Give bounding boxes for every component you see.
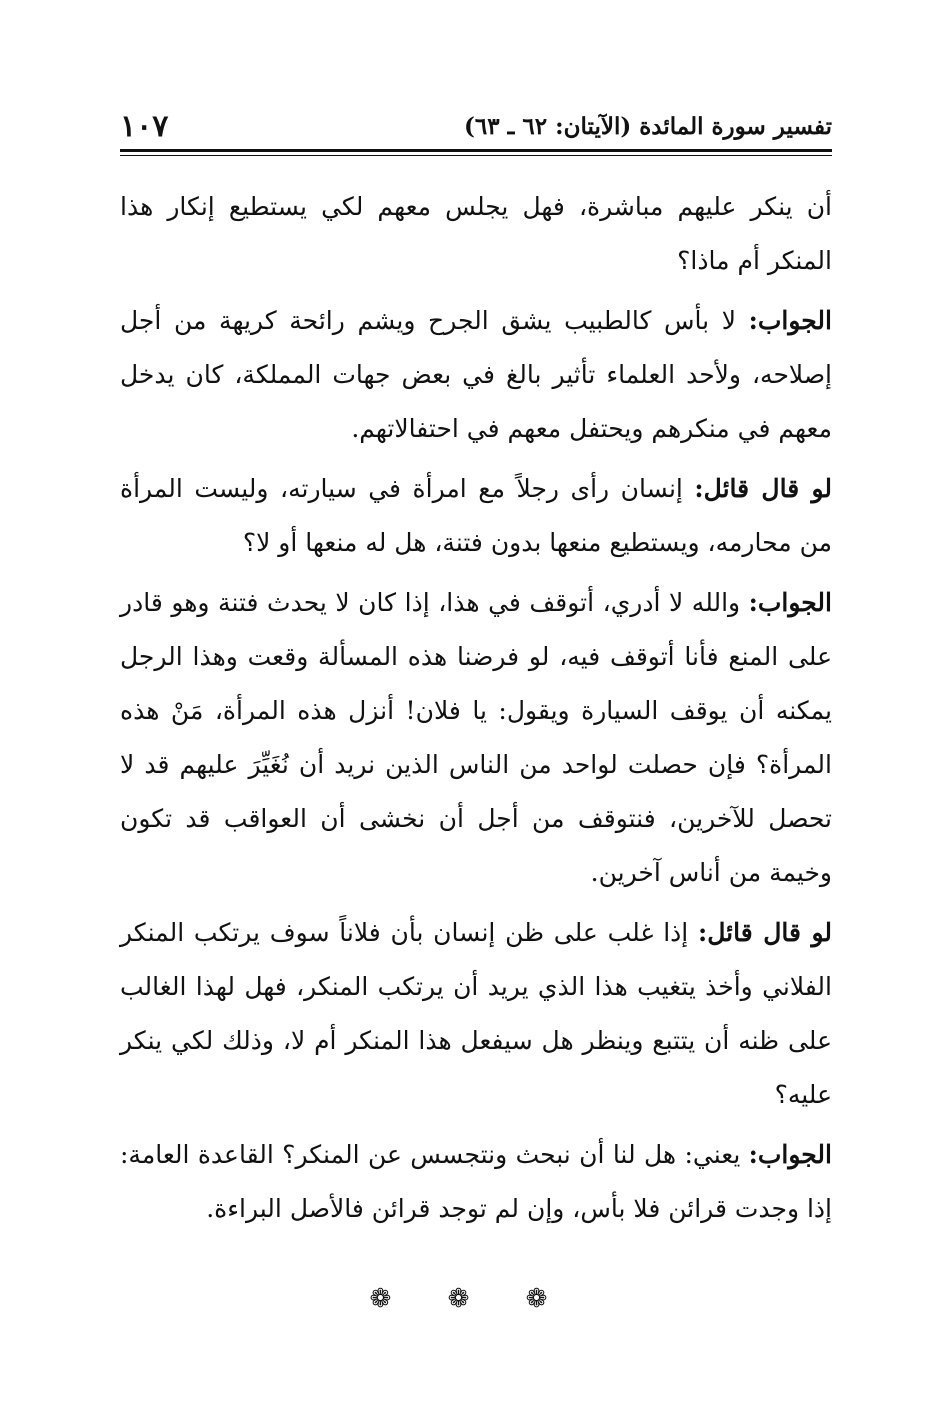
paragraph-question-1 — [120, 180, 832, 288]
paragraph-text: أن ينكر عليهم مباشرة، فهل يجلس معهم لكي يستطيع إنكار هذا المنكر أم ماذا؟ — [120, 192, 832, 275]
flower-ornament-icon: ❁ — [369, 1284, 410, 1314]
paragraph-answer-2 — [120, 576, 832, 900]
page-body — [120, 180, 832, 1242]
paragraph-text: إذا غلب على ظن إنسان بأن فلاناً سوف يرتكب المنكر الفلاني وأخذ يتغيب هذا الذي يريد أن يرتكب المنكر، فهل لهذا الغالب على ظنه أن يتتبع وينظر هل سيفعل هذا المنكر أم لا، وذلك لكي ينكر عليه؟ — [120, 918, 832, 1109]
paragraph-label: لو قال قائل: — [694, 474, 832, 503]
running-header — [120, 109, 832, 146]
paragraph-label: الجواب: — [748, 588, 832, 617]
paragraph-text: والله لا أدري، أتوقف في هذا، إذا كان لا يحدث فتنة وهو قادر على المنع فأنا أتوقف فيه، لو فرضنا هذه المسألة وقعت وهذا الرجل يمكنه أن يوقف السيارة ويقول: يا فلان! أنزل هذه المرأة، مَنْ هذه المرأة؟ فإن حصلت لواحد من الناس الذين نريد أن نُغَيِّرَ عليهم قد لا تحصل للآخرين، فنتوقف من أجل أن نخشى أن العواقب قد تكون وخيمة من أناس آخرين. — [120, 588, 833, 887]
paragraph-text: إنسان رأى رجلاً مع امرأة في سيارته، وليست المرأة من محارمه، ويستطيع منعها بدون فتنة، هل له منعها أو لا؟ — [120, 474, 832, 557]
page-number: ١٠٧ — [120, 109, 169, 144]
flower-ornament-icon: ❁ — [525, 1284, 566, 1314]
paragraph-label: لو قال قائل: — [698, 918, 832, 947]
flower-ornament-icon: ❁ — [447, 1284, 488, 1314]
paragraph-label: الجواب: — [748, 1140, 832, 1169]
header-rule-thin — [120, 155, 832, 156]
header-title: تفسير سورة المائدة (الآيتان: ٦٢ ـ ٦٣) — [464, 113, 832, 140]
header-rule-thick — [120, 149, 832, 152]
paragraph-text: لا بأس كالطبيب يشق الجرح ويشم رائحة كريهة من أجل إصلاحه، ولأحد العلماء تأثير بالغ في بعض جهات المملكة، كان يدخل معهم في منكرهم ويحتفل معهم في احتفالاتهم. — [120, 306, 832, 443]
paragraph-answer-3 — [120, 1128, 832, 1236]
paragraph-label: الجواب: — [748, 306, 832, 335]
paragraph-question-2 — [120, 462, 832, 570]
paragraph-question-3 — [120, 906, 832, 1122]
paragraph-answer-1 — [120, 294, 832, 456]
section-divider-ornaments — [0, 1284, 935, 1314]
paragraph-text: يعني: هل لنا أن نبحث ونتجسس عن المنكر؟ القاعدة العامة: إذا وجدت قرائن فلا بأس، وإن لم توجد قرائن فالأصل البراءة. — [120, 1140, 832, 1223]
